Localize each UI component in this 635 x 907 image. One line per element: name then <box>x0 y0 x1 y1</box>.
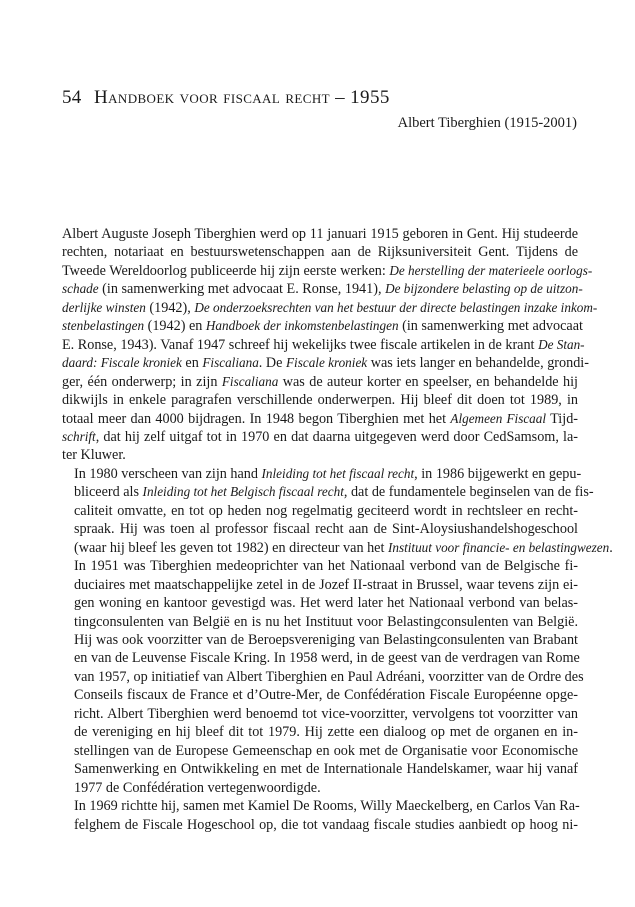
italic-title: schrift <box>62 428 96 444</box>
text-run: Albert Auguste Joseph Tiberghien werd op 11 januari 1915 geboren in Gent. Hij studeerde <box>62 226 578 242</box>
text-run: 1977 de Confédération vertegenwoordigde. <box>74 779 321 796</box>
text-run: In 1951 was Tiberghien medeoprichter van het Nationaal verbond van de Belgische fi- <box>74 558 578 575</box>
italic-title: Fiscaliana <box>202 355 259 371</box>
italic-title: Inleiding tot het fiscaal recht <box>261 465 415 481</box>
article-body <box>62 225 613 834</box>
text-line <box>62 576 578 594</box>
text-run: . De <box>258 355 286 372</box>
text-run: (in samenwerking met advocaat E. Ronse, 1941), <box>98 281 386 298</box>
text-run: ter Kluwer. <box>62 447 126 464</box>
text-line <box>62 243 578 261</box>
text-run: dikwijls in enkele paragrafen verschillende onderwerpen. Hij bleef dit doen tot 1989, in <box>62 392 578 409</box>
text-run: tingconsulenten van België en is nu het Instituut voor Belastingconsulenten van België. <box>74 613 578 630</box>
text-run: Tweede Wereldoorlog publiceerde hij zijn eerste werken: <box>62 262 390 279</box>
italic-title: Fiscaliana <box>221 373 279 389</box>
italic-title: Algemeen Fiscaal <box>450 410 547 426</box>
text-line <box>62 262 593 280</box>
paragraph <box>62 225 598 465</box>
text-run: In 1969 richtte hij, samen met Kamiel De Rooms, Willy Maeckelberg, en Carlos Van Ra- <box>74 798 580 815</box>
italic-title: De bijzondere belasting op de uitzon- <box>385 281 583 297</box>
text-line <box>62 816 578 834</box>
text-run: gen woning en kantoor gevestigd was. Het werd later het Nationaal verbond van belas- <box>74 595 578 612</box>
paragraph <box>62 557 584 797</box>
text-line <box>62 465 582 483</box>
text-run: , dat hij zelf uitgaf tot in 1970 en dat daarna uitgegeven werd door CedSamsom, la- <box>95 428 578 445</box>
italic-title: De onderzoeksrechten van het bestuur der directe belastingen inzake inkom- <box>194 299 598 315</box>
text-line <box>62 391 578 409</box>
chapter-title: Handboek voor fiscaal recht – 1955 <box>94 87 390 108</box>
paragraph <box>62 465 613 557</box>
text-run: (1942) en <box>144 318 206 335</box>
text-line <box>62 760 578 778</box>
italic-title: derlijke winsten <box>62 299 146 315</box>
text-line <box>62 225 578 243</box>
text-line <box>62 280 583 298</box>
text-run: In 1980 verscheen van zijn hand <box>74 465 262 482</box>
italic-title: Fiscale kroniek <box>285 355 368 371</box>
text-run: Hij was ook voorzitter van de Beroepsvereniging van Belastingconsulenten van Brabant <box>74 631 578 648</box>
text-run: rechten, notariaat en bestuurswetenschappen aan de Rijksuniversiteit Gent. Tijdens de <box>62 244 578 261</box>
text-line <box>62 613 578 631</box>
text-run: caliteit omvatte, en tot op heden nog regelmatig geciteerd wordt in rechtsleer en recht- <box>74 502 578 519</box>
text-run: felghem de Fiscale Hogeschool op, die tot vandaag fiscale studies aanbiedt op hoog ni- <box>74 816 578 833</box>
text-line <box>62 557 578 575</box>
text-line <box>62 317 583 335</box>
text-run: ger, één onderwerp; in zijn <box>62 373 222 390</box>
italic-title: Handboek der inkomstenbelastingen <box>205 318 399 334</box>
text-line <box>62 336 585 354</box>
text-run: de vereniging en hij bleef dit tot 1979. Hij zette een dialoog op met de organen en in- <box>74 724 578 741</box>
text-line <box>62 705 578 723</box>
text-line <box>62 483 594 501</box>
text-line <box>62 631 578 649</box>
italic-title: daard: Fiscale kroniek <box>62 355 182 371</box>
text-run: , dat de fundamentele beginselen van de fis- <box>343 484 594 501</box>
text-run: , in 1986 bijgewerkt en gepu- <box>414 465 582 482</box>
text-line <box>62 649 578 667</box>
text-run: stellingen van de Europese Gemeenschap en ook met de Organisatie voor Economische <box>74 742 578 759</box>
text-line <box>62 742 578 760</box>
text-line <box>62 520 578 538</box>
text-line <box>62 594 578 612</box>
text-run: (in samenwerking met advocaat <box>398 318 583 335</box>
italic-title: Inleiding tot het Belgisch fiscaal recht <box>142 484 344 500</box>
text-line <box>62 686 578 704</box>
text-run: was iets langer en behandelde, grondi- <box>367 355 589 372</box>
text-line <box>62 354 589 372</box>
text-run: Conseils fiscaux de France et d’Outre-Mer, de Confédération Fiscale Européenne opge- <box>74 687 578 704</box>
text-line <box>62 668 584 686</box>
text-run: richt. Albert Tiberghien werd benoemd tot vice-voorzitter, vervolgens tot voorzitter van <box>74 705 578 722</box>
text-line <box>62 373 578 391</box>
text-line <box>62 797 578 815</box>
text-line <box>62 723 578 741</box>
text-line <box>62 539 613 557</box>
chapter-author: Albert Tiberghien (1915-2001) <box>397 115 577 131</box>
text-run: en van de Leuvense Fiscale Kring. In 1958 werd, in de geest van de verdragen van Rome <box>74 650 580 667</box>
text-run: was de auteur korter en speelser, en behandelde hij <box>278 373 579 390</box>
chapter-number: 54 <box>62 87 82 108</box>
text-line <box>62 502 578 520</box>
text-line <box>62 299 598 317</box>
text-run: (1942), <box>145 299 195 316</box>
text-line <box>62 779 578 797</box>
text-run: E. Ronse, 1943). Vanaf 1947 schreef hij wekelijks twee fiscale artikelen in de krant <box>62 336 539 353</box>
paragraph <box>62 797 578 834</box>
text-run: Samenwerking en Ontwikkeling en met de Internationale Handelskamer, waar hij vanaf <box>74 761 578 778</box>
text-run: (waar hij bleef les geven tot 1982) en directeur van het <box>74 539 388 556</box>
italic-title: Instituut voor financie- en belastingwezen <box>387 539 610 555</box>
text-run: bliceerd als <box>74 484 143 501</box>
italic-title: stenbelastingen <box>62 318 145 334</box>
text-run: spraak. Hij was toen al professor fiscaal recht aan de Sint-Aloysiushandelshogeschool <box>74 521 578 538</box>
text-line <box>62 410 578 428</box>
text-line <box>62 428 578 446</box>
text-run: Tijd- <box>546 410 579 427</box>
italic-title: De herstelling der materieele oorlogs- <box>389 262 593 278</box>
text-run: en <box>181 355 203 372</box>
text-run: . <box>609 539 613 556</box>
text-run: van 1957, op initiatief van Albert Tiberghien en Paul Adréani, voorzitter van de Ordre des <box>74 668 584 685</box>
text-line <box>62 446 578 464</box>
italic-title: De Stan- <box>538 336 585 352</box>
italic-title: schade <box>62 281 99 297</box>
chapter-heading <box>62 86 582 110</box>
text-run: duciaires met maatschappelijke zetel in de Jozef II-straat in Brussel, waar tevens zijn ei- <box>74 576 578 593</box>
text-run: totaal meer dan 4000 bijdragen. In 1948 begon Tiberghien met het <box>62 410 451 427</box>
